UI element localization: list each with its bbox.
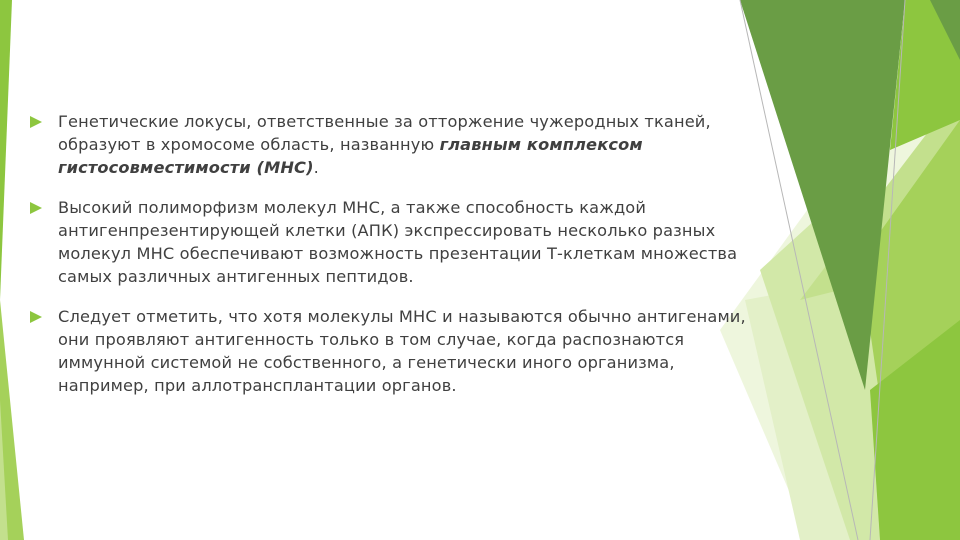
triangle-right-icon <box>30 202 42 214</box>
bullet-text-part: Следует отметить, что хотя молекулы МНС и называются обычно антигенами, они проявляют антигенность только в том случае, когда распознаются иммунной системой не собственного, а генетически иного организма, например, при аллотрансплантации органов. <box>58 307 746 395</box>
bullet-text-part: Генетические локусы, ответственные за отторжение чужеродных тканей, образуют в хромосоме область, названную <box>58 112 711 154</box>
triangle-right-icon <box>30 116 42 128</box>
bullet-item <box>30 196 760 288</box>
bullet-text-part: . <box>313 158 319 177</box>
bullet-text-part: Высокий полиморфизм молекул МНС, а также способность каждой антигенпрезентирующей клетки (АПК) экспрессировать несколько разных молекул МНС обеспечивают возможность презентации Т-клеткам множества самых различных антигенных пептидов. <box>58 198 738 286</box>
bullet-list <box>30 110 760 414</box>
emphasized-term: главным комплексом гистосовместимости (МНС) <box>58 135 643 177</box>
bullet-item <box>30 110 760 179</box>
triangle-right-icon <box>30 311 42 323</box>
bullet-item <box>30 305 760 397</box>
bullet-text <box>58 110 760 179</box>
bullet-text <box>58 305 760 397</box>
bullet-text <box>58 196 760 288</box>
